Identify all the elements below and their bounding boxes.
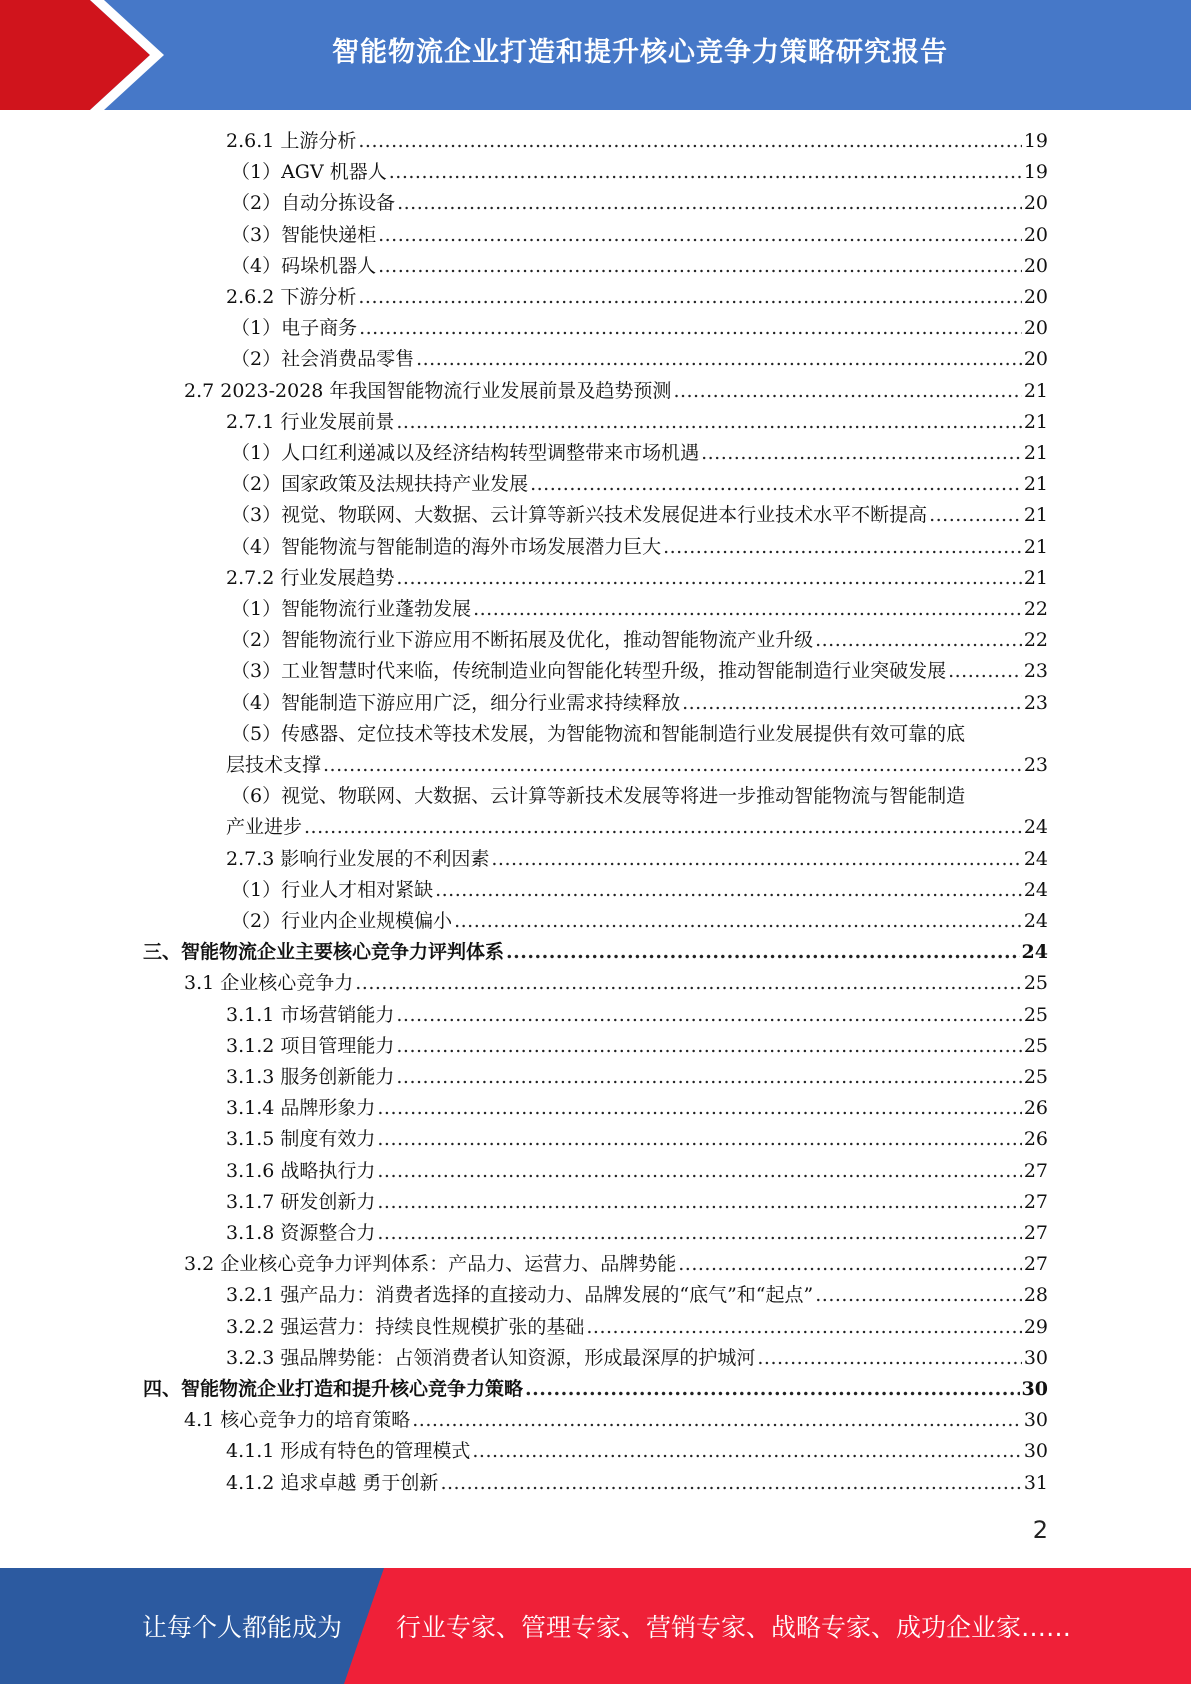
toc-entry-page: 28	[1023, 1284, 1048, 1307]
toc-entry-title: 4.1.1 形成有特色的管理模式	[226, 1440, 471, 1463]
toc-entry[interactable]	[226, 1000, 1048, 1031]
toc-entry-page: 20	[1023, 223, 1048, 246]
toc-entry-title: （1）智能物流行业蓬勃发展	[231, 598, 472, 620]
toc-entry-page: 30	[1023, 1409, 1048, 1432]
toc-entry[interactable]	[226, 563, 1048, 594]
toc-entry-title: （4）智能物流与智能制造的海外市场发展潜力巨大	[231, 535, 662, 558]
toc-leader-dots	[530, 469, 1022, 500]
toc-entry-title: 3.1 企业核心竞争力	[184, 972, 354, 995]
toc-entry-title: 3.1.2 项目管理能力	[226, 1034, 395, 1057]
toc-entry-page: 24	[1023, 847, 1048, 870]
toc-entry-page: 23	[1023, 660, 1048, 683]
footer-slogan-left: 让每个人都能成为	[142, 1613, 343, 1642]
toc-entry-title: （3）智能快递柜	[231, 223, 377, 246]
toc-leader-dots	[389, 157, 1022, 188]
toc-entry-page: 24	[1023, 878, 1048, 901]
toc-entry[interactable]	[184, 1249, 1048, 1280]
toc-entry[interactable]	[226, 750, 1048, 781]
toc-entry[interactable]	[226, 282, 1048, 313]
page-number: 2	[1032, 1516, 1048, 1544]
toc-entry-line1[interactable]: （6）视觉、物联网、大数据、云计算等新技术发展等将进一步推动智能物流与智能制造	[231, 785, 966, 808]
toc-entry-page: 25	[1023, 1034, 1048, 1057]
toc-leader-dots	[673, 376, 1021, 407]
toc-entry-page: 21	[1023, 442, 1048, 464]
toc-leader-dots	[377, 1218, 1021, 1249]
toc-entry-title: 3.1.6 战略执行力	[226, 1159, 376, 1182]
toc-entry[interactable]	[231, 157, 1048, 188]
toc-leader-dots	[454, 906, 1022, 937]
toc-entry[interactable]	[184, 1405, 1048, 1436]
toc-leader-dots	[506, 937, 1020, 968]
toc-entry-page: 20	[1023, 192, 1048, 215]
toc-entry-title: 3.2.3 强品牌势能：占领消费者认知资源，形成最深厚的护城河	[226, 1346, 756, 1369]
toc-entry[interactable]	[231, 251, 1048, 282]
toc-leader-dots	[948, 656, 1022, 687]
toc-leader-dots	[412, 1405, 1022, 1436]
toc-entry[interactable]	[231, 625, 1048, 656]
toc-entry-title: 3.1.1 市场营销能力	[226, 1003, 395, 1026]
toc-leader-dots	[435, 875, 1022, 906]
toc-entry[interactable]	[226, 1343, 1048, 1374]
toc-entry-title: 产业进步	[226, 816, 303, 839]
toc-leader-dots	[304, 812, 1022, 843]
toc-entry-title: （1）电子商务	[231, 317, 358, 340]
toc-entry-page: 21	[1023, 410, 1048, 433]
toc-entry[interactable]	[226, 1312, 1048, 1343]
toc-leader-dots	[678, 1249, 1022, 1280]
toc-leader-dots	[377, 1124, 1021, 1155]
toc-leader-dots	[377, 1093, 1021, 1124]
toc-entry-title: 3.1.5 制度有效力	[226, 1128, 376, 1151]
toc-leader-dots	[472, 1436, 1021, 1467]
toc-entry-title: （2）智能物流行业下游应用不断拓展及优化，推动智能物流产业升级	[231, 629, 814, 652]
toc-entry-title: 3.1.4 品牌形象力	[226, 1097, 376, 1120]
toc-entry-page: 21	[1023, 535, 1048, 558]
toc-leader-dots	[358, 282, 1021, 313]
toc-entry-page: 25	[1023, 972, 1048, 995]
toc-entry[interactable]	[231, 688, 1048, 719]
toc-entry-page: 21	[1023, 473, 1048, 496]
toc-entry-title: 2.7.2 行业发展趋势	[226, 566, 395, 589]
toc-entry-page: 21	[1023, 504, 1048, 527]
toc-entry-title: （3）工业智慧时代来临，传统制造业向智能化转型升级，推动智能制造行业突破发展	[231, 660, 947, 683]
toc-leader-dots	[757, 1343, 1021, 1374]
toc-entry-line1[interactable]: （5）传感器、定位技术等技术发展，为智能物流和智能制造行业发展提供有效可靠的底	[231, 722, 966, 745]
toc-entry[interactable]	[184, 968, 1048, 999]
footer-slogan-right: 行业专家、管理专家、营销专家、战略专家、成功企业家……	[396, 1613, 1072, 1642]
toc-entry[interactable]	[226, 1218, 1048, 1249]
toc-entry-title: 3.2 企业核心竞争力评判体系：产品力、运营力、品牌势能	[184, 1253, 677, 1276]
toc-entry[interactable]	[226, 844, 1048, 875]
toc-entry-page: 27	[1023, 1159, 1048, 1182]
toc-entry[interactable]	[226, 126, 1048, 157]
toc-leader-dots	[396, 1000, 1021, 1031]
toc-leader-dots	[440, 1468, 1021, 1499]
toc-leader-dots	[682, 688, 1022, 719]
toc-entry-title: 4.1.2 追求卓越 勇于创新	[226, 1471, 439, 1494]
toc-leader-dots	[378, 220, 1022, 251]
toc-entry-page: 20	[1023, 317, 1048, 340]
toc-entry[interactable]	[143, 937, 1048, 968]
toc-entry[interactable]	[226, 812, 1048, 843]
toc-leader-dots	[396, 1062, 1021, 1093]
toc-entry[interactable]	[231, 469, 1048, 500]
toc-entry[interactable]	[226, 1156, 1048, 1187]
toc-entry-title: 3.1.3 服务创新能力	[226, 1066, 395, 1088]
toc-entry[interactable]	[231, 532, 1048, 563]
toc-entry[interactable]	[226, 1093, 1048, 1124]
toc-entry-title: 层技术支撑	[226, 754, 322, 776]
toc-leader-dots	[377, 1156, 1021, 1187]
toc-entry-title: （1）行业人才相对紧缺	[231, 878, 434, 901]
toc-entry-page: 19	[1023, 161, 1048, 184]
toc-entry-page: 30	[1021, 1378, 1048, 1400]
toc-entry-title: （1）人口红利递减以及经济结构转型调整带来市场机遇	[231, 442, 700, 464]
toc-leader-dots	[416, 344, 1022, 375]
toc-entry-title: 3.1.8 资源整合力	[226, 1222, 376, 1244]
toc-entry[interactable]	[231, 438, 1048, 469]
header-title: 智能物流企业打造和提升核心竞争力策略研究报告	[332, 37, 948, 68]
toc-entry-page: 20	[1023, 286, 1048, 308]
toc-entry[interactable]	[226, 1124, 1048, 1155]
toc-entry-page: 27	[1023, 1222, 1048, 1244]
toc-entry-page: 30	[1023, 1346, 1048, 1369]
toc-entry-title: 四、智能物流企业打造和提升核心竞争力策略	[143, 1378, 524, 1400]
toc-leader-dots	[396, 1031, 1021, 1062]
toc-entry-title: （3）视觉、物联网、大数据、云计算等新兴技术发展促进本行业技术水平不断提高	[231, 504, 928, 527]
toc-entry[interactable]	[226, 1436, 1048, 1467]
toc-entry-title: （2）自动分拣设备	[231, 192, 396, 215]
page-footer	[0, 1568, 1191, 1684]
toc-entry-page: 23	[1023, 754, 1048, 776]
toc-entry[interactable]	[226, 1468, 1048, 1499]
toc-entry[interactable]	[231, 875, 1048, 906]
toc-entry-page: 29	[1023, 1315, 1048, 1338]
toc-entry-title: （4）码垛机器人	[231, 254, 377, 277]
toc-entry-page: 20	[1023, 348, 1048, 371]
toc-entry-title: 2.7.1 行业发展前景	[226, 410, 395, 433]
toc-entry[interactable]	[231, 906, 1048, 937]
toc-entry-page: 31	[1023, 1471, 1048, 1494]
toc-entry-page: 23	[1023, 691, 1048, 714]
toc-leader-dots	[396, 407, 1021, 438]
toc-entry-page: 22	[1023, 598, 1048, 620]
toc-entry-title: （2）社会消费品零售	[231, 348, 415, 371]
toc-entry-page: 27	[1023, 1190, 1048, 1213]
toc-entry[interactable]	[226, 407, 1048, 438]
toc-entry-title: 2.6.2 下游分析	[226, 286, 357, 308]
toc-entry-title: （2）行业内企业规模偏小	[231, 910, 453, 932]
toc-entry-page: 24	[1023, 816, 1048, 839]
toc-entry[interactable]	[231, 500, 1048, 531]
toc-leader-dots	[359, 313, 1022, 344]
toc-leader-dots	[473, 594, 1022, 625]
toc-entry-title: （1）AGV 机器人	[231, 161, 387, 184]
toc-entry-title: 2.7.3 影响行业发展的不利因素	[226, 847, 490, 870]
toc-entry-title: 2.7 2023-2028 年我国智能物流行业发展前景及趋势预测	[184, 379, 672, 402]
toc-entry-page: 25	[1023, 1066, 1048, 1088]
toc-entry-page: 30	[1023, 1440, 1048, 1463]
toc-entry[interactable]	[226, 1062, 1048, 1093]
toc-entry-title: 3.2.2 强运营力：持续良性规模扩张的基础	[226, 1315, 585, 1338]
toc-entry[interactable]	[231, 220, 1048, 251]
toc-entry-title: 3.2.1 强产品力：消费者选择的直接动力、品牌发展的“底气”和“起点”	[226, 1284, 814, 1307]
toc-entry-page: 25	[1023, 1003, 1048, 1026]
toc-entry-title: （4）智能制造下游应用广泛，细分行业需求持续释放	[231, 691, 681, 714]
toc-leader-dots	[586, 1312, 1021, 1343]
toc-leader-dots	[701, 438, 1022, 469]
toc-leader-dots	[815, 625, 1022, 656]
toc-entry-page: 21	[1023, 379, 1048, 402]
toc-entry-page: 27	[1023, 1253, 1048, 1276]
toc-entry[interactable]	[226, 1187, 1048, 1218]
toc-leader-dots	[397, 188, 1022, 219]
toc-leader-dots	[377, 1187, 1021, 1218]
toc-entry[interactable]	[143, 1374, 1048, 1405]
toc-entry-title: 2.6.1 上游分析	[226, 130, 357, 152]
toc-entry[interactable]	[231, 313, 1048, 344]
toc-leader-dots	[378, 251, 1022, 282]
toc-leader-dots	[929, 500, 1022, 531]
toc-entry[interactable]	[231, 344, 1048, 375]
toc-leader-dots	[491, 844, 1021, 875]
toc-leader-dots	[323, 750, 1022, 781]
toc-entry-page: 22	[1023, 629, 1048, 652]
toc-entry[interactable]	[184, 376, 1048, 407]
toc-leader-dots	[815, 1280, 1022, 1311]
toc-entry-page: 20	[1023, 254, 1048, 277]
toc-entry-page: 26	[1023, 1128, 1048, 1151]
toc-entry-title: 4.1 核心竞争力的培育策略	[184, 1409, 411, 1432]
toc-entry[interactable]	[231, 656, 1048, 687]
toc-leader-dots	[396, 563, 1021, 594]
toc-entry[interactable]	[231, 188, 1048, 219]
toc-entry-page: 19	[1023, 130, 1048, 152]
toc-entry-title: 3.1.7 研发创新力	[226, 1190, 376, 1213]
toc-entry-title: 三、智能物流企业主要核心竞争力评判体系	[143, 941, 505, 964]
toc-entry-page: 21	[1023, 566, 1048, 589]
toc-entry-page: 24	[1021, 941, 1048, 964]
toc-leader-dots	[355, 968, 1022, 999]
toc-entry[interactable]	[226, 1280, 1048, 1311]
page-header	[0, 0, 1191, 110]
toc-entry[interactable]	[226, 1031, 1048, 1062]
toc-leader-dots	[358, 126, 1021, 157]
toc-entry-page: 26	[1023, 1097, 1048, 1120]
toc-leader-dots	[525, 1374, 1020, 1405]
toc-leader-dots	[663, 532, 1022, 563]
toc-entry-page: 24	[1023, 910, 1048, 932]
toc-entry-title: （2）国家政策及法规扶持产业发展	[231, 473, 529, 496]
toc-entry[interactable]	[231, 594, 1048, 625]
